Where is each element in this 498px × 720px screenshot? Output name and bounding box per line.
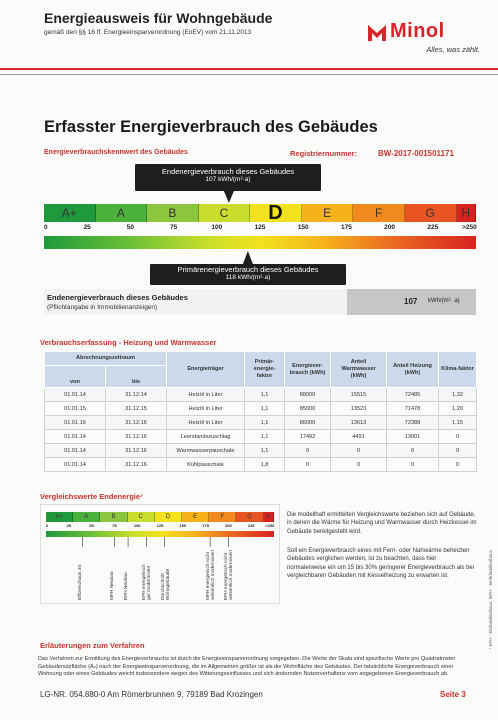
tick-label: 50: [126, 224, 135, 231]
cell-heizung: 72388: [387, 416, 439, 430]
class-d: D: [155, 512, 182, 522]
vergleich-heading: Vergleichswerte Endenergie¹: [40, 492, 143, 501]
primaerenergie-callout-title: Primärenergieverbrauch dieses Gebäudes: [177, 265, 319, 274]
cell-traeger: Kühlpauschale: [167, 458, 245, 472]
class-c: C: [199, 204, 251, 222]
cell-klima: 1,20: [439, 402, 477, 416]
cell-heizung: 0: [387, 444, 439, 458]
endenergie-row-sublabel: (Pflichtangabe in Immobilienanzeigen): [47, 304, 158, 311]
class-b: B: [147, 204, 199, 222]
tick-label: 225: [247, 523, 255, 528]
primaerenergie-callout: [150, 264, 346, 285]
cell-klima: 1,32: [439, 388, 477, 402]
cell-bis: 31.12.14: [106, 388, 167, 402]
cell-klima: 1,15: [439, 416, 477, 430]
cell-traeger: Warmwasserpauschale: [167, 444, 245, 458]
cell-verbrauch: 86000: [285, 416, 331, 430]
cell-bis: 31.12.16: [106, 416, 167, 430]
class-b: B: [100, 512, 127, 522]
tick-label: 0: [44, 224, 48, 231]
tick-label: 75: [169, 224, 178, 231]
class-a: A: [73, 512, 100, 522]
cell-heizung: 71478: [387, 402, 439, 416]
erlaeuterungen-heading: Erläuterungen zum Verfahren: [40, 641, 145, 650]
th-zeitraum: Abrechnungszeitraum: [45, 352, 167, 366]
cell-klima: 0: [439, 458, 477, 472]
table-row: [45, 402, 477, 416]
tick-label: 175: [340, 224, 352, 231]
table-row: [45, 444, 477, 458]
vergleich-text-2: Soll ein Energieverbrauch eines mit Fern- oder Nahwärme beheizten Gebäudes verglichen werden, ist zu beachten, dass hier normalerweise ein um 15 bis 30% geringerer Energieverbrauch als bei vergleichbaren Gebäuden mit Kesselheizung zu erwarten ist.: [287, 548, 475, 579]
vergleich-label: EFH Neubau: [124, 572, 130, 600]
tick-label: >250: [462, 224, 477, 231]
cell-bis: 31.12.15: [106, 402, 167, 416]
th-von: von: [45, 366, 106, 388]
tick-label: 125: [156, 523, 164, 528]
tick-label: 150: [179, 523, 187, 528]
class-aplus: A+: [44, 204, 96, 222]
class-g: G: [236, 512, 263, 522]
table-row: [45, 388, 477, 402]
vergleich-label: Durchschnitt Wohngebäude: [160, 568, 171, 600]
tick-label: 100: [133, 523, 141, 528]
class-g: G: [405, 204, 457, 222]
verbrauch-table: [44, 351, 477, 472]
cell-ww: 13523: [331, 402, 387, 416]
vergleich-label: EFH energetisch nicht wesentlich modernisiert: [224, 549, 235, 600]
tick-label: 150: [297, 224, 309, 231]
registriernummer-label: Registriernummer:: [290, 149, 358, 158]
endenergie-callout: [135, 164, 321, 191]
verbrauch-table-body: [45, 388, 477, 472]
cell-faktor: 1,1: [245, 416, 285, 430]
th-klima: Klima-faktor: [439, 352, 477, 388]
class-d: D: [250, 204, 302, 222]
vergleich-class-scale: [46, 512, 274, 522]
cell-verbrauch: 17492: [285, 430, 331, 444]
efficiency-class-scale: [44, 201, 476, 224]
tick-label: 25: [66, 523, 72, 528]
scale-ticks: [44, 224, 476, 234]
page-number: Seite 3: [440, 690, 466, 699]
document-title: Energieausweis für Wohngebäude: [44, 10, 273, 26]
endenergie-row-label: Endenergieverbrauch dieses Gebäudes: [47, 293, 188, 302]
minol-logo-icon: [368, 23, 387, 41]
tick-label: 0: [46, 523, 49, 528]
primaerenergie-callout-value: 118 kWh/(m²·a): [225, 274, 271, 281]
class-aplus: A+: [46, 512, 73, 522]
cell-verbrauch: 0: [285, 444, 331, 458]
cell-bis: 31.12.16: [106, 430, 167, 444]
endenergie-row-unit: kWh/(m²· a): [428, 298, 460, 304]
endenergie-callout-title: Endenergieverbrauch dieses Gebäudes: [161, 167, 295, 176]
cell-verbrauch: 88000: [285, 388, 331, 402]
th-anteil-ww: Anteil Warmwasser (kWh): [331, 352, 387, 388]
cell-ww: 15515: [331, 388, 387, 402]
class-h: H: [264, 512, 274, 522]
cell-traeger: Heizöl in Liter: [167, 388, 245, 402]
cell-heizung: 0: [387, 458, 439, 472]
cell-ww: 13613: [331, 416, 387, 430]
primaerenergie-gradient: [44, 236, 476, 249]
cell-traeger: Heizöl in Liter: [167, 416, 245, 430]
cell-faktor: 1,8: [245, 458, 285, 472]
tick-label: 100: [211, 224, 223, 231]
cell-von: 01.01.14: [45, 458, 106, 472]
cell-klima: 0: [439, 444, 477, 458]
class-a: A: [96, 204, 148, 222]
tick-label: 225: [427, 224, 439, 231]
tick-label: 25: [83, 224, 91, 231]
th-energieverbrauch: Energiever-brauch (kWh): [285, 352, 331, 388]
tick-label: 200: [384, 224, 396, 231]
th-energietraeger: Energieträger: [167, 352, 245, 388]
header-rule-grey: [0, 74, 498, 75]
tick-label: 175: [202, 523, 209, 528]
class-c: C: [128, 512, 155, 522]
table-row: [45, 458, 477, 472]
vergleich-label: MFH Neubau: [110, 571, 116, 600]
endenergie-row-value: 107: [404, 297, 418, 306]
tick-label: 50: [89, 523, 94, 528]
th-bis: bis: [106, 366, 167, 388]
class-h: H: [457, 204, 476, 222]
cell-von: 01.01.15: [45, 402, 106, 416]
cell-ww: 0: [331, 458, 387, 472]
footer-address: LG-NR. 054.880-0 Am Römerbrunnen 9, 79189 Bad Krozingen: [40, 690, 263, 699]
cell-verbrauch: 85000: [285, 402, 331, 416]
cell-von: 01.01.14: [45, 388, 106, 402]
cell-bis: 31.12.16: [106, 444, 167, 458]
cell-bis: 31.12.16: [106, 458, 167, 472]
vergleich-label: Effizienzhaus 40: [78, 564, 84, 600]
class-f: F: [209, 512, 236, 522]
cell-faktor: 1,1: [245, 402, 285, 416]
th-primaer: Primär-energie-faktor: [245, 352, 285, 388]
margin-footnote: ¹ EFH - Einfamilienhaus, MFH - Mehrfamilienhaus: [488, 550, 493, 650]
cell-von: 01.01.14: [45, 444, 106, 458]
primaerenergie-pointer: [243, 251, 253, 264]
cell-faktor: 1,1: [245, 388, 285, 402]
class-e: E: [182, 512, 209, 522]
document-subtitle: gemäß den §§ 16 ff. Energieeinsparverordnung (EnEV) vom 21.11.2013: [44, 29, 252, 36]
endenergie-callout-value: 107 kWh/(m²·a): [205, 176, 251, 183]
cell-heizung: 72485: [387, 388, 439, 402]
tick-label: 200: [225, 523, 232, 528]
cell-von: 01.01.16: [45, 416, 106, 430]
table-row: [45, 430, 477, 444]
table-row: [45, 416, 477, 430]
cell-faktor: 1,1: [245, 444, 285, 458]
tick-label: 125: [254, 224, 266, 231]
tick-label: 75: [112, 523, 117, 528]
logo-text: Minol: [390, 20, 445, 42]
cell-faktor: 1,1: [245, 430, 285, 444]
tick-label: >250: [265, 523, 275, 528]
vergleich-label: EFH energetisch gut modernisiert: [142, 564, 153, 600]
endenergie-pointer: [224, 191, 234, 203]
erlaeuterungen-text: Das Verfahren zur Ermittlung des Energieverbrauchs ist durch die Energieeinsparverordnung vorgegeben. Die Werte der Skala sind spezifische Werte pro Quadratmeter Gebäudenutzfläche (Aₙ) nach der Energieeinsparverordnung, die im Allgemeinen größer ist als die Wohnfläche des Gebäudes. Der tatsächliche Energieverbrauch einer Wohnung oder eines Gebäudes weicht insbesondere wegen des Witterungseinflusses und sich ändernden Nutzerverhaltens vom angegebenen Energieverbrauch ab.: [38, 656, 456, 678]
registriernummer-value: BW-2017-001501171: [378, 149, 454, 158]
header-rule-red: [0, 68, 498, 70]
page-title: Erfasster Energieverbrauch des Gebäudes: [44, 118, 378, 136]
verbrauch-heading: Verbrauchserfassung - Heizung und Warmwasser: [40, 338, 217, 347]
vergleich-ticks: [46, 523, 274, 531]
logo-tagline: Alles, was zählt.: [426, 45, 480, 54]
vergleich-text-1: Die modellhaft ermittelten Vergleichswerte beziehen sich auf Gebäude, in denen die Wärme für Heizung und Warmwasser durch Heizkessel im Gebäude bereitgestellt wird.: [287, 512, 477, 535]
minol-logo: [368, 20, 480, 60]
class-f: F: [353, 204, 405, 222]
cell-ww: 0: [331, 444, 387, 458]
kennwert-heading: Energieverbrauchskennwert des Gebäudes: [44, 149, 188, 156]
cell-ww: 4491: [331, 430, 387, 444]
class-e: E: [302, 204, 354, 222]
cell-traeger: Heizöl in Liter: [167, 402, 245, 416]
cell-klima: 0: [439, 430, 477, 444]
vergleich-label: MFH energetisch nicht wesentlich modernisiert: [206, 549, 217, 600]
th-anteil-heizung: Anteil Heizung (kWh): [387, 352, 439, 388]
cell-traeger: Leerstandszuschlag: [167, 430, 245, 444]
cell-von: 01.01.14: [45, 430, 106, 444]
cell-verbrauch: 0: [285, 458, 331, 472]
cell-heizung: 13001: [387, 430, 439, 444]
